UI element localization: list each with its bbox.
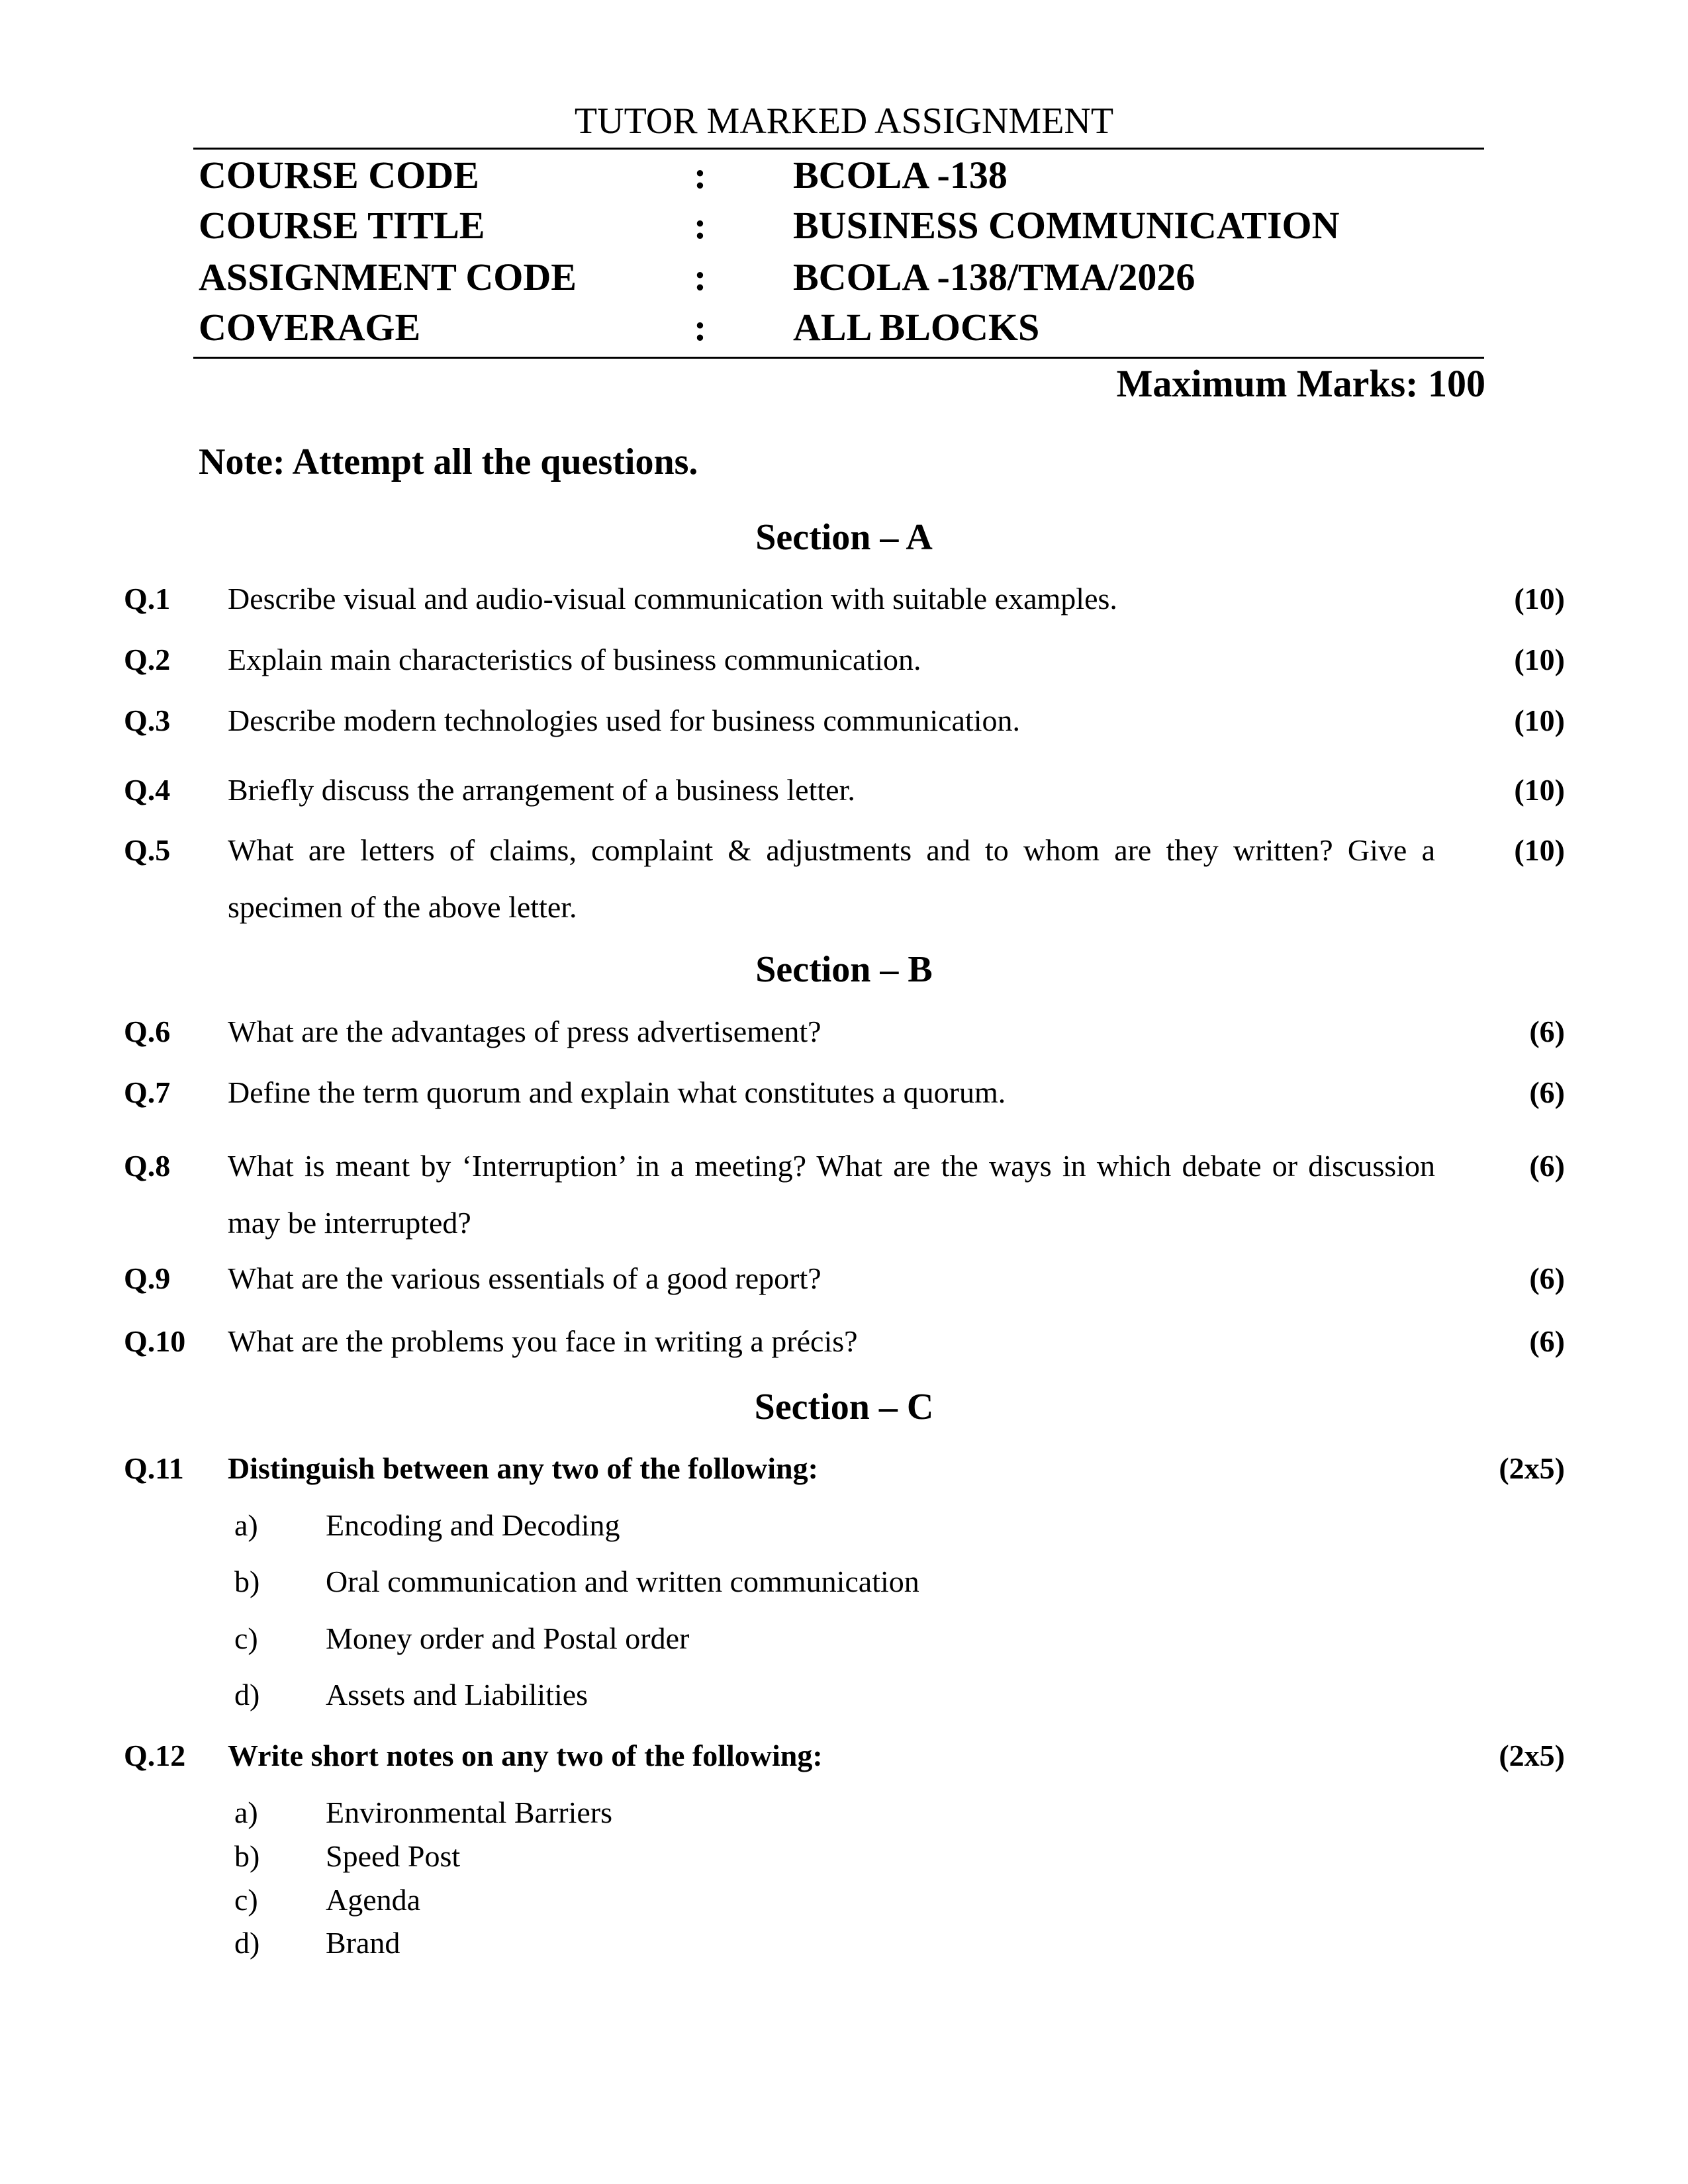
option-text: Environmental Barriers	[326, 1796, 613, 1829]
option-label: d)	[234, 1926, 260, 1960]
question-text: Describe modern technologies used for business communication.	[228, 704, 1020, 737]
header-bottom-rule	[193, 357, 1484, 359]
question-text: Explain main characteristics of business communication.	[228, 643, 921, 676]
question-marks: (10)	[1514, 833, 1565, 867]
question-number: Q.6	[124, 1015, 171, 1048]
instruction-note: Note: Attempt all the questions.	[199, 441, 698, 482]
question-number: Q.7	[124, 1075, 171, 1109]
section-a-heading: Section – A	[755, 517, 933, 558]
option-label: b)	[234, 1565, 260, 1598]
option-label: c)	[234, 1621, 258, 1655]
question-text: What are the problems you face in writing a précis?	[228, 1324, 858, 1358]
question-number: Q.10	[124, 1324, 186, 1358]
option-text: Money order and Postal order	[326, 1621, 690, 1655]
question-text: What are the various essentials of a good report?	[228, 1261, 821, 1295]
header-value: BUSINESS COMMUNICATION	[793, 204, 1340, 247]
header-colon: :	[694, 204, 707, 247]
option-label: a)	[234, 1796, 258, 1829]
header-value: BCOLA -138	[793, 154, 1008, 197]
question-marks: (10)	[1514, 643, 1565, 676]
question-marks: (6)	[1529, 1149, 1565, 1183]
header-row-course-code	[0, 152, 1688, 199]
question-marks: (10)	[1514, 773, 1565, 807]
header-label: COVERAGE	[199, 306, 421, 349]
header-label: ASSIGNMENT CODE	[199, 255, 577, 298]
question-marks: (2x5)	[1499, 1739, 1565, 1772]
question-marks: (6)	[1529, 1324, 1565, 1358]
header-row-coverage	[0, 304, 1688, 351]
option-text: Assets and Liabilities	[326, 1678, 588, 1711]
question-text: What are the advantages of press advertisement?	[228, 1015, 821, 1048]
option-label: c)	[234, 1883, 258, 1917]
question-text: Define the term quorum and explain what constitutes a quorum.	[228, 1075, 1006, 1109]
question-number: Q.11	[124, 1451, 184, 1485]
question-text: Distinguish between any two of the following:	[228, 1451, 818, 1485]
question-marks: (2x5)	[1499, 1451, 1565, 1485]
question-number: Q.8	[124, 1149, 171, 1183]
question-number: Q.3	[124, 704, 171, 737]
question-marks: (10)	[1514, 704, 1565, 737]
header-top-rule	[193, 148, 1484, 150]
option-label: d)	[234, 1678, 260, 1711]
maximum-marks: Maximum Marks: 100	[1116, 362, 1485, 405]
question-text: Describe visual and audio-visual communication with suitable examples.	[228, 582, 1117, 615]
question-marks: (10)	[1514, 582, 1565, 615]
question-number: Q.5	[124, 833, 171, 867]
option-text: Brand	[326, 1926, 400, 1960]
option-label: a)	[234, 1508, 258, 1542]
question-marks: (6)	[1529, 1261, 1565, 1295]
question-number: Q.4	[124, 773, 171, 807]
option-text: Encoding and Decoding	[326, 1508, 620, 1542]
option-text: Speed Post	[326, 1839, 461, 1873]
option-label: b)	[234, 1839, 260, 1873]
header-colon: :	[694, 306, 707, 349]
question-number: Q.2	[124, 643, 171, 676]
question-text: Briefly discuss the arrangement of a business letter.	[228, 773, 855, 807]
section-c-heading: Section – C	[754, 1387, 934, 1428]
header-value: ALL BLOCKS	[793, 306, 1040, 349]
question-marks: (6)	[1529, 1075, 1565, 1109]
header-label: COURSE TITLE	[199, 204, 485, 247]
section-b-heading: Section – B	[755, 949, 933, 990]
option-text: Agenda	[326, 1883, 421, 1917]
header-colon: :	[694, 154, 707, 197]
question-marks: (6)	[1529, 1015, 1565, 1048]
question-text: What is meant by ‘Interruption’ in a meeting? What are the ways in which debate or discussion may be interrupted?	[228, 1149, 1435, 1240]
header-row-course-title	[0, 203, 1688, 249]
header-colon: :	[694, 255, 707, 298]
page-title: TUTOR MARKED ASSIGNMENT	[574, 101, 1114, 142]
question-text: What are letters of claims, complaint & adjustments and to whom are they written? Give a specimen of the above letter.	[228, 833, 1435, 924]
header-row-assignment-code	[0, 254, 1688, 300]
header-value: BCOLA -138/TMA/2026	[793, 255, 1196, 298]
header-label: COURSE CODE	[199, 154, 479, 197]
question-number: Q.1	[124, 582, 171, 615]
question-number: Q.9	[124, 1261, 171, 1295]
question-text: Write short notes on any two of the following:	[228, 1739, 823, 1772]
option-text: Oral communication and written communication	[326, 1565, 919, 1598]
question-number: Q.12	[124, 1739, 186, 1772]
